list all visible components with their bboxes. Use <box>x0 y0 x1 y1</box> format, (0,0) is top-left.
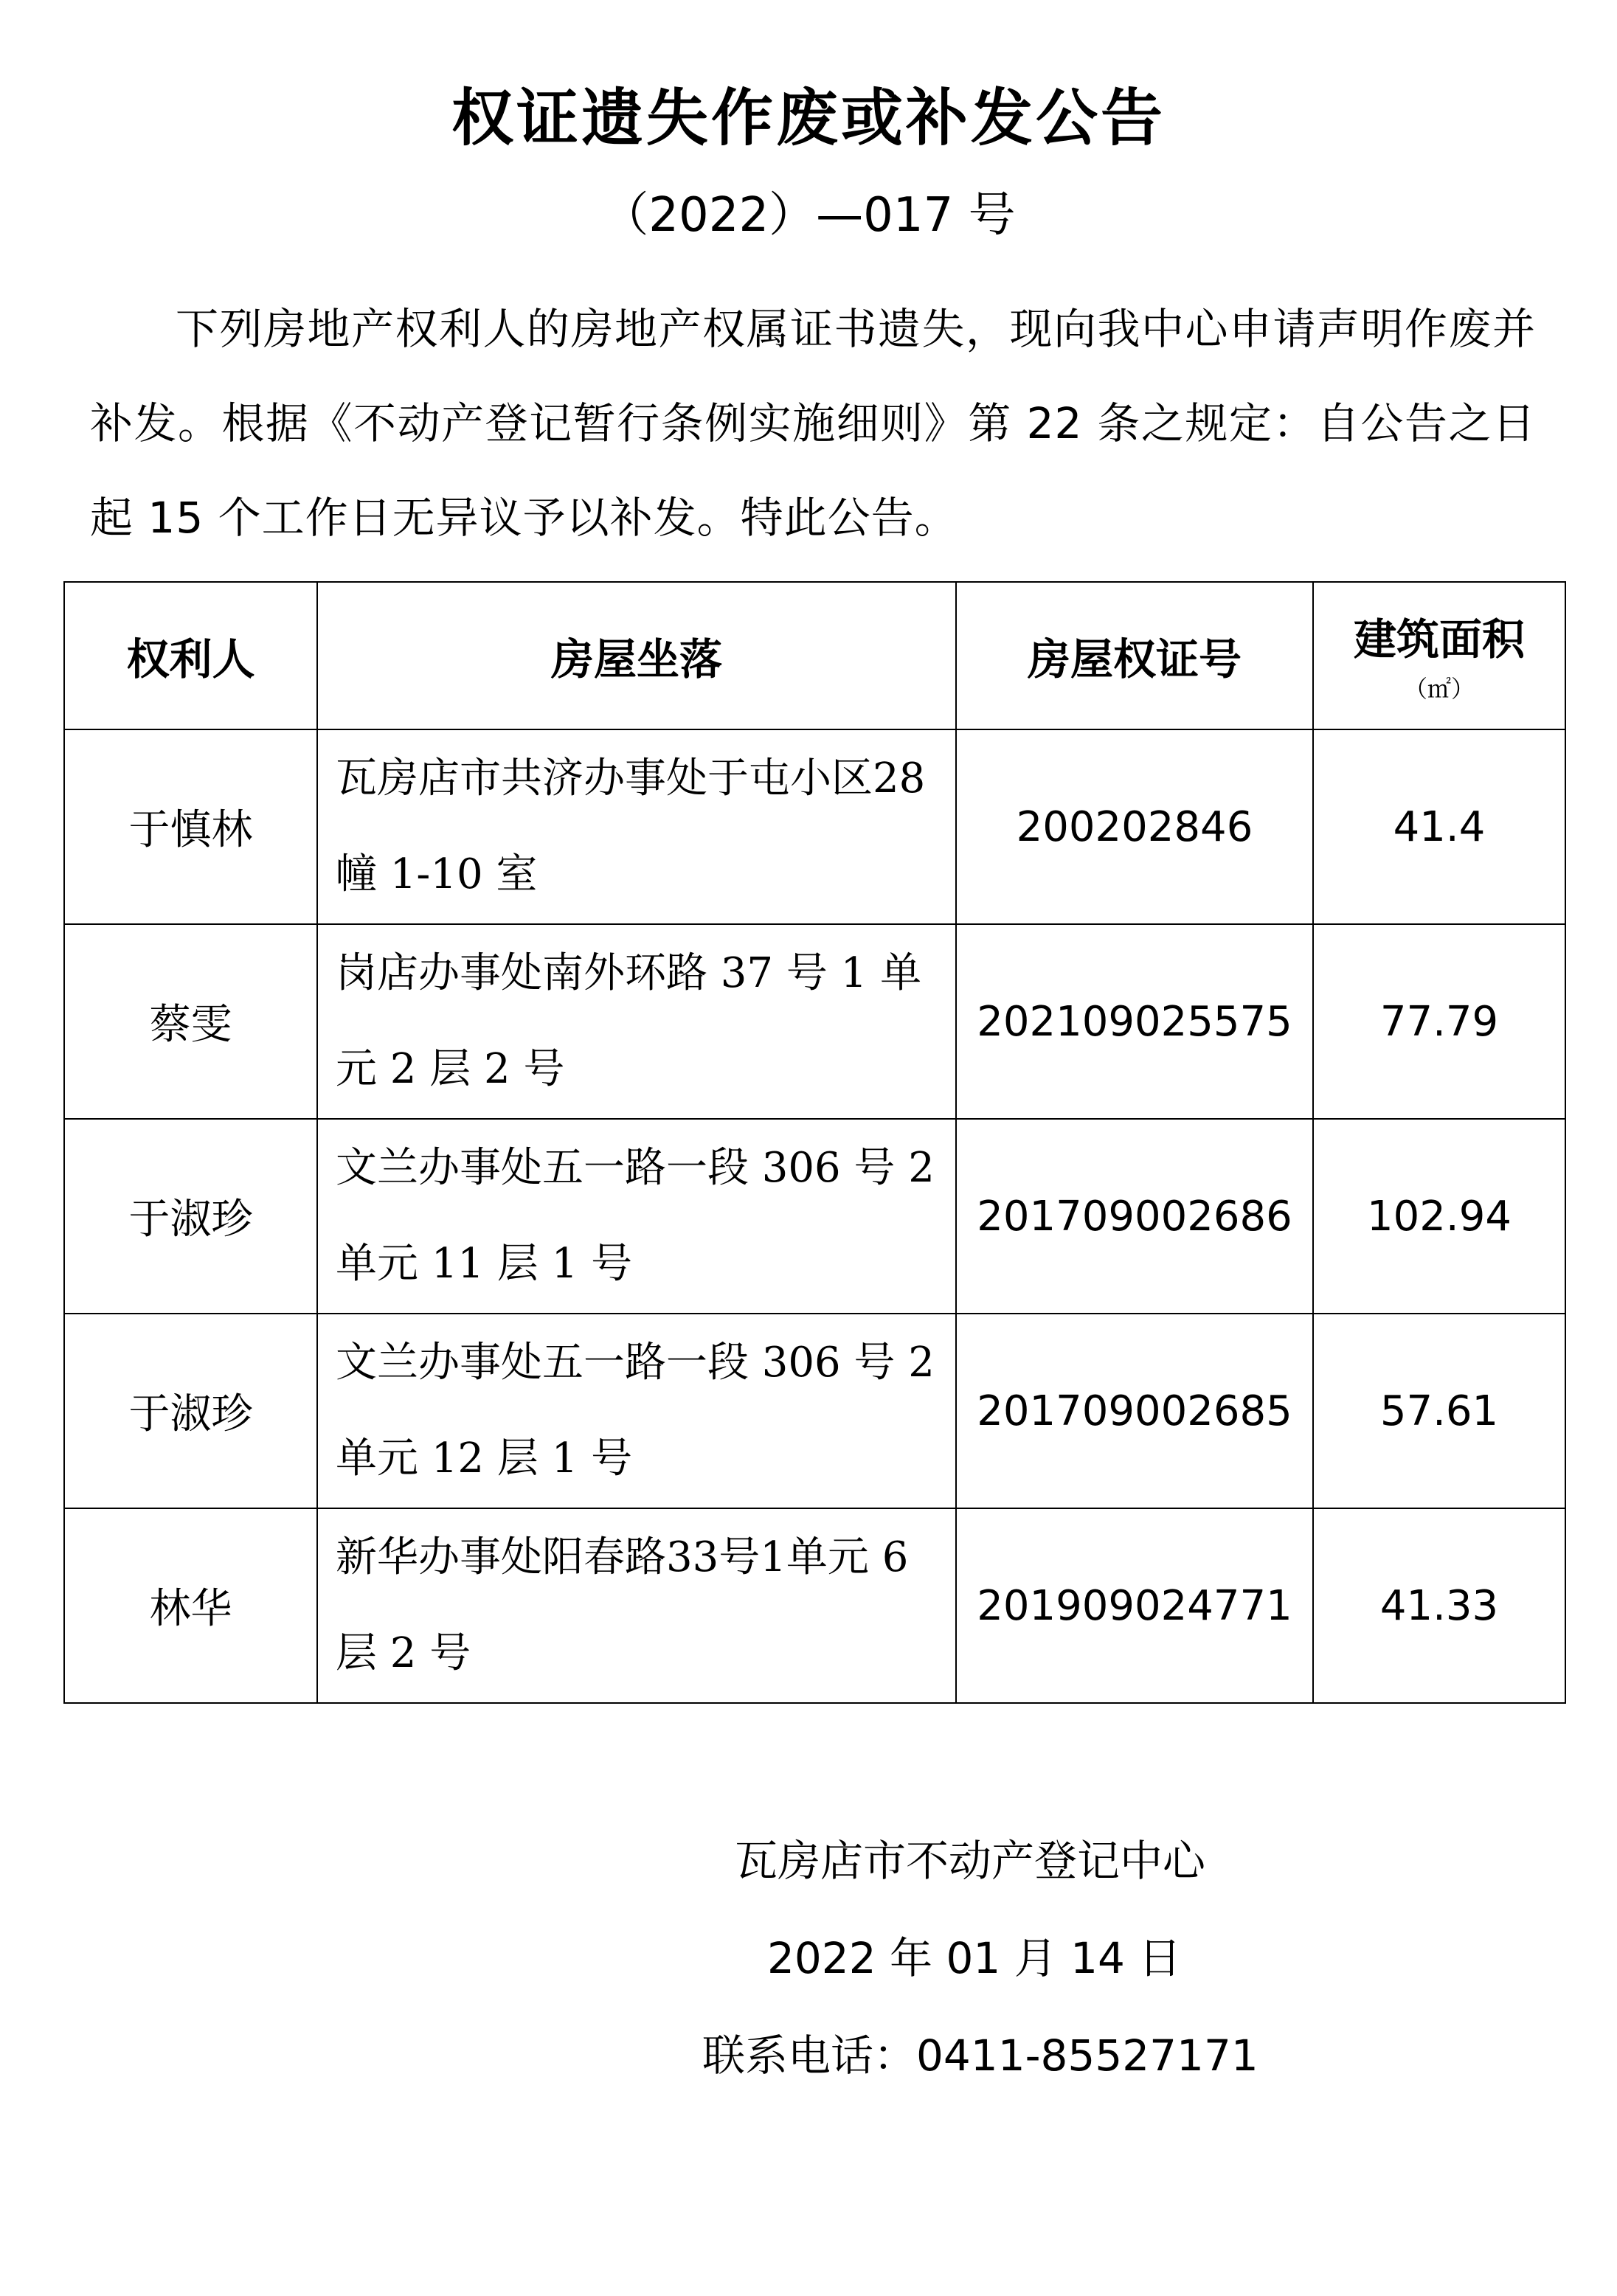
area-cell: 57.61 <box>1313 1314 1565 1508</box>
table-row <box>64 1314 1565 1508</box>
table-row <box>64 1508 1565 1703</box>
header-owner: 权利人 <box>64 582 317 729</box>
notice-number: （2022）—017 号 <box>601 188 1016 243</box>
notice-body: 下列房地产权利人的房地产权属证书遗失，现向我中心申请声明作废并补发。根据《不动产登记暂行条例实施细则》第 22 条之规定：自公告之日起 15 个工作日无异议予以补发。特此公告。 <box>90 304 1536 543</box>
cert-no-cell: 201709002686 <box>956 1119 1313 1314</box>
location-cell: 岗店办事处南外环路 37 号 1 单元 2 层 2 号 <box>317 924 956 1119</box>
owner-cell: 于慎林 <box>64 729 317 924</box>
certificate-table <box>63 581 1566 1704</box>
area-cell: 102.94 <box>1313 1119 1565 1314</box>
table-row <box>64 1119 1565 1314</box>
issuing-organization: 瓦房店市不动产登记中心 <box>735 1836 1206 1886</box>
cert-no-cell: 201909024771 <box>956 1508 1313 1703</box>
issue-date: 2022 年 01 月 14 日 <box>767 1933 1182 1983</box>
table-row <box>64 729 1565 924</box>
location-cell: 文兰办事处五一路一段 306 号 2 单元 11 层 1 号 <box>317 1119 956 1314</box>
location-cell: 瓦房店市共济办事处于屯小区28 幢 1-10 室 <box>317 729 956 924</box>
area-cell: 41.33 <box>1313 1508 1565 1703</box>
page-title: 权证遗失作废或补发公告 <box>451 82 1166 154</box>
header-cert-no: 房屋权证号 <box>956 582 1313 729</box>
table-row <box>64 924 1565 1119</box>
owner-cell: 林华 <box>64 1508 317 1703</box>
owner-cell: 于淑珍 <box>64 1119 317 1314</box>
cert-no-cell: 202109025575 <box>956 924 1313 1119</box>
header-area-unit: （㎡） <box>1403 675 1475 703</box>
location-cell: 新华办事处阳春路33号1单元 6 层 2 号 <box>317 1508 956 1703</box>
area-cell: 41.4 <box>1313 729 1565 924</box>
owner-cell: 蔡雯 <box>64 924 317 1119</box>
owner-cell: 于淑珍 <box>64 1314 317 1508</box>
area-cell: 77.79 <box>1313 924 1565 1119</box>
contact-phone: 联系电话：0411-85527171 <box>702 2030 1258 2081</box>
header-location: 房屋坐落 <box>317 582 956 729</box>
header-area <box>1313 582 1565 729</box>
cert-no-cell: 200202846 <box>956 729 1313 924</box>
table-header-row <box>64 582 1565 729</box>
cert-no-cell: 201709002685 <box>956 1314 1313 1508</box>
header-area-label: 建筑面积 <box>1353 614 1525 665</box>
location-cell: 文兰办事处五一路一段 306 号 2 单元 12 层 1 号 <box>317 1314 956 1508</box>
